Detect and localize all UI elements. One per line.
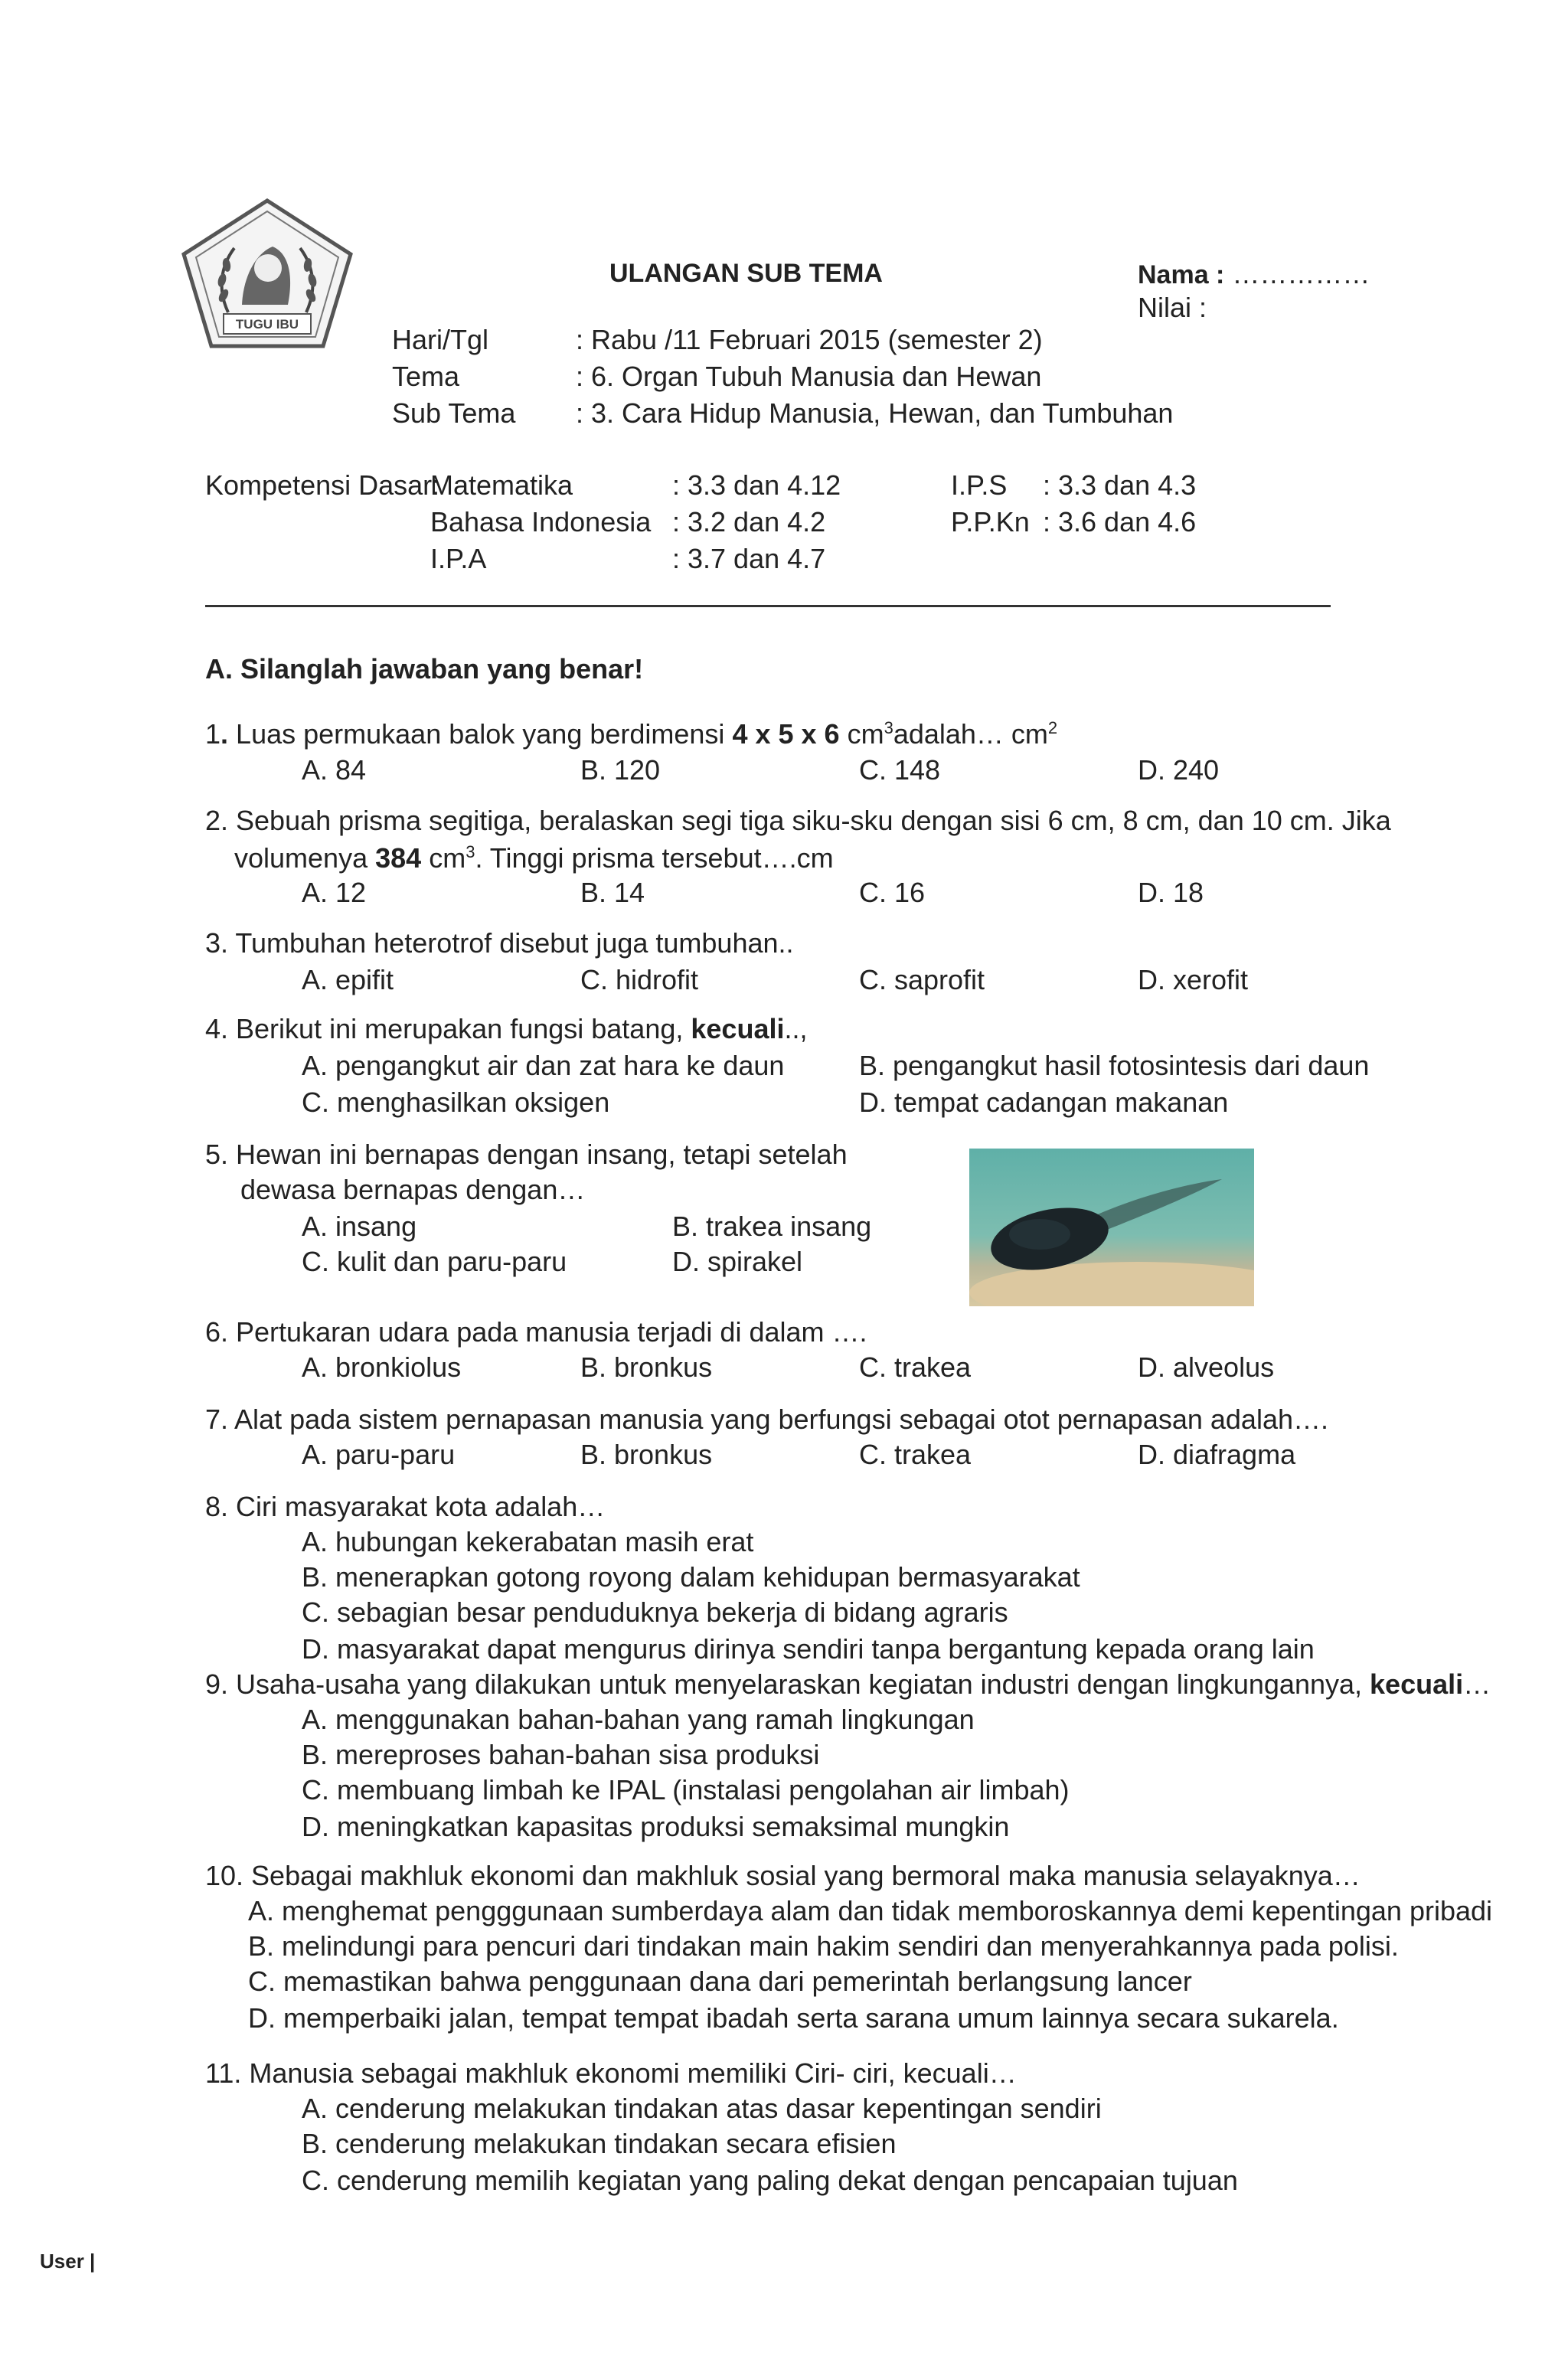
kd-subject2-1: I.P.S (951, 469, 1008, 501)
question-1: 1. Luas permukaan balok yang berdimensi 4 x 5 x 6 $cm^3adalah\dots$ $cm^2$ (205, 718, 1058, 750)
q2-option-a[interactable]: A. 12 (302, 877, 367, 908)
q7-option-b[interactable]: B. bronkus (580, 1439, 713, 1470)
q9-option-a[interactable]: A. menggunakan bahan-bahan yang ramah lingkungan (302, 1704, 975, 1735)
section-title: A. Silanglah jawaban yang benar! (205, 653, 644, 685)
nama-value: …………… (1232, 258, 1370, 289)
q6-option-b[interactable]: B. bronkus (580, 1351, 713, 1383)
q7-option-a[interactable]: A. paru-paru (302, 1439, 456, 1470)
q4-option-c[interactable]: C. menghasilkan oksigen (302, 1087, 610, 1118)
kd-subject2-2: P.P.Kn (951, 506, 1030, 538)
q5-option-d[interactable]: D. spirakel (672, 1246, 803, 1277)
q8-option-d[interactable]: D. masyarakat dapat mengurus dirinya sendiri tanpa bergantung kepada orang lain (302, 1633, 1315, 1665)
q5-option-a[interactable]: A. insang (302, 1211, 417, 1242)
q1-option-a[interactable]: A. 84 (302, 754, 367, 786)
q9-option-c[interactable]: C. membuang limbah ke IPAL (instalasi pengolahan air limbah) (302, 1774, 1070, 1805)
q7-option-c[interactable]: C. trakea (859, 1439, 972, 1470)
footer-text: User | (40, 2250, 96, 2273)
q8-option-c[interactable]: C. sebagian besar penduduknya bekerja di bidang agraris (302, 1596, 1008, 1628)
q11-option-b[interactable]: B. cenderung melakukan tindakan secara efisien (302, 2128, 897, 2159)
q4-option-a[interactable]: A. pengangkut air dan zat hara ke daun (302, 1050, 785, 1081)
question-6: 6. Pertukaran udara pada manusia terjadi di dalam …. (205, 1316, 867, 1348)
q9-option-b[interactable]: B. mereproses bahan-bahan sisa produksi (302, 1739, 820, 1770)
exam-title: ULANGAN SUB TEMA (609, 259, 883, 288)
hari-label: Hari/Tgl (392, 324, 489, 355)
q6-option-c[interactable]: C. trakea (859, 1351, 972, 1383)
subtema-label: Sub Tema (392, 397, 516, 429)
q11-option-a[interactable]: A. cenderung melakukan tindakan atas dasar kepentingan sendiri (302, 2093, 1102, 2124)
kompetensi-label: Kompetensi Dasar: (205, 469, 440, 501)
kd-code-3: : 3.7 dan 4.7 (672, 543, 826, 574)
q1-option-c[interactable]: C. 148 (859, 754, 941, 786)
question-2-line2: volumenya 384 $cm^3$. Tinggi prisma tersebut….cm (234, 842, 834, 874)
q2-option-c[interactable]: C. 16 (859, 877, 926, 908)
kd-code2-2: : 3.6 dan 4.6 (1043, 506, 1197, 538)
q2-option-d[interactable]: D. 18 (1138, 877, 1204, 908)
nama-label: Nama : (1138, 260, 1225, 289)
q10-option-c[interactable]: C. memastikan bahwa penggunaan dana dari pemerintah berlangsung lancer (248, 1966, 1192, 1997)
question-4: 4. Berikut ini merupakan fungsi batang, kecuali.., (205, 1013, 808, 1044)
q2-option-b[interactable]: B. 14 (580, 877, 645, 908)
hari-value: : Rabu /11 Februari 2015 (semester 2) (576, 324, 1043, 355)
q4-option-b[interactable]: B. pengangkut hasil fotosintesis dari daun (859, 1050, 1370, 1081)
q3-option-a[interactable]: A. epifit (302, 964, 394, 995)
header-divider (205, 605, 1331, 607)
q3-option-b[interactable]: C. hidrofit (580, 964, 699, 995)
nama-field[interactable] (1138, 260, 1370, 288)
q8-option-a[interactable]: A. hubungan kekerabatan masih erat (302, 1526, 754, 1557)
tadpole-photo (969, 1149, 1254, 1306)
tema-label: Tema (392, 361, 460, 392)
kd-subject-3: I.P.A (430, 543, 487, 574)
question-5: 5. Hewan ini bernapas dengan insang, tetapi setelah (205, 1139, 848, 1170)
q5-option-c[interactable]: C. kulit dan paru-paru (302, 1246, 567, 1277)
question-9: 9. Usaha-usaha yang dilakukan untuk menyelaraskan kegiatan industri dengan lingkungannya, kecuali… (205, 1668, 1491, 1700)
question-11: 11. Manusia sebagai makhluk ekonomi memiliki Ciri- ciri, kecuali… (205, 2057, 1017, 2089)
subtema-value: : 3. Cara Hidup Manusia, Hewan, dan Tumbuhan (576, 397, 1174, 429)
q5-option-b[interactable]: B. trakea insang (672, 1211, 872, 1242)
question-2: 2. Sebuah prisma segitiga, beralaskan segi tiga siku-sku dengan sisi 6 cm, 8 cm, dan 10 cm. Jika (205, 805, 1391, 836)
question-3: 3. Tumbuhan heterotrof disebut juga tumbuhan.. (205, 927, 794, 959)
kd-code2-1: : 3.3 dan 4.3 (1043, 469, 1197, 501)
q4-option-d[interactable]: D. tempat cadangan makanan (859, 1087, 1229, 1118)
q3-option-d[interactable]: D. xerofit (1138, 964, 1249, 995)
q9-option-d[interactable]: D. meningkatkan kapasitas produksi semaksimal mungkin (302, 1811, 1010, 1842)
question-7: 7. Alat pada sistem pernapasan manusia yang berfungsi sebagai otot pernapasan adalah…. (205, 1404, 1328, 1435)
logo-text: TUGU IBU (235, 317, 299, 332)
q1-option-b[interactable]: B. 120 (580, 754, 661, 786)
question-10: 10. Sebagai makhluk ekonomi dan makhluk sosial yang bermoral maka manusia selayaknya… (205, 1860, 1361, 1891)
question-5-line2: dewasa bernapas dengan… (240, 1174, 586, 1205)
kd-subject-1: Matematika (430, 469, 573, 501)
q11-option-c[interactable]: C. cenderung memilih kegiatan yang paling dekat dengan pencapaian tujuan (302, 2165, 1238, 2196)
q6-option-a[interactable]: A. bronkiolus (302, 1351, 462, 1383)
q7-option-d[interactable]: D. diafragma (1138, 1439, 1296, 1470)
kd-code-1: : 3.3 dan 4.12 (672, 469, 841, 501)
tema-value: : 6. Organ Tubuh Manusia dan Hewan (576, 361, 1042, 392)
q6-option-d[interactable]: D. alveolus (1138, 1351, 1275, 1383)
q8-option-b[interactable]: B. menerapkan gotong royong dalam kehidupan bermasyarakat (302, 1561, 1080, 1593)
question-8: 8. Ciri masyarakat kota adalah… (205, 1491, 606, 1522)
q10-option-a[interactable]: A. menghemat pengggunaan sumberdaya alam dan tidak memboroskannya demi kepentingan pribadi (248, 1895, 1493, 1926)
q3-option-c[interactable]: C. saprofit (859, 964, 985, 995)
kd-code-2: : 3.2 dan 4.2 (672, 506, 826, 538)
q10-option-b[interactable]: B. melindungi para pencuri dari tindakan main hakim sendiri dan menyerahkannya pada polisi. (248, 1930, 1399, 1962)
q10-option-d[interactable]: D. memperbaiki jalan, tempat tempat ibadah serta sarana umum lainnya secara sukarela. (248, 2002, 1339, 2034)
school-logo (181, 198, 354, 349)
nilai-label: Nilai : (1138, 292, 1207, 323)
kd-subject-2: Bahasa Indonesia (430, 506, 652, 538)
q1-option-d[interactable]: D. 240 (1138, 754, 1220, 786)
